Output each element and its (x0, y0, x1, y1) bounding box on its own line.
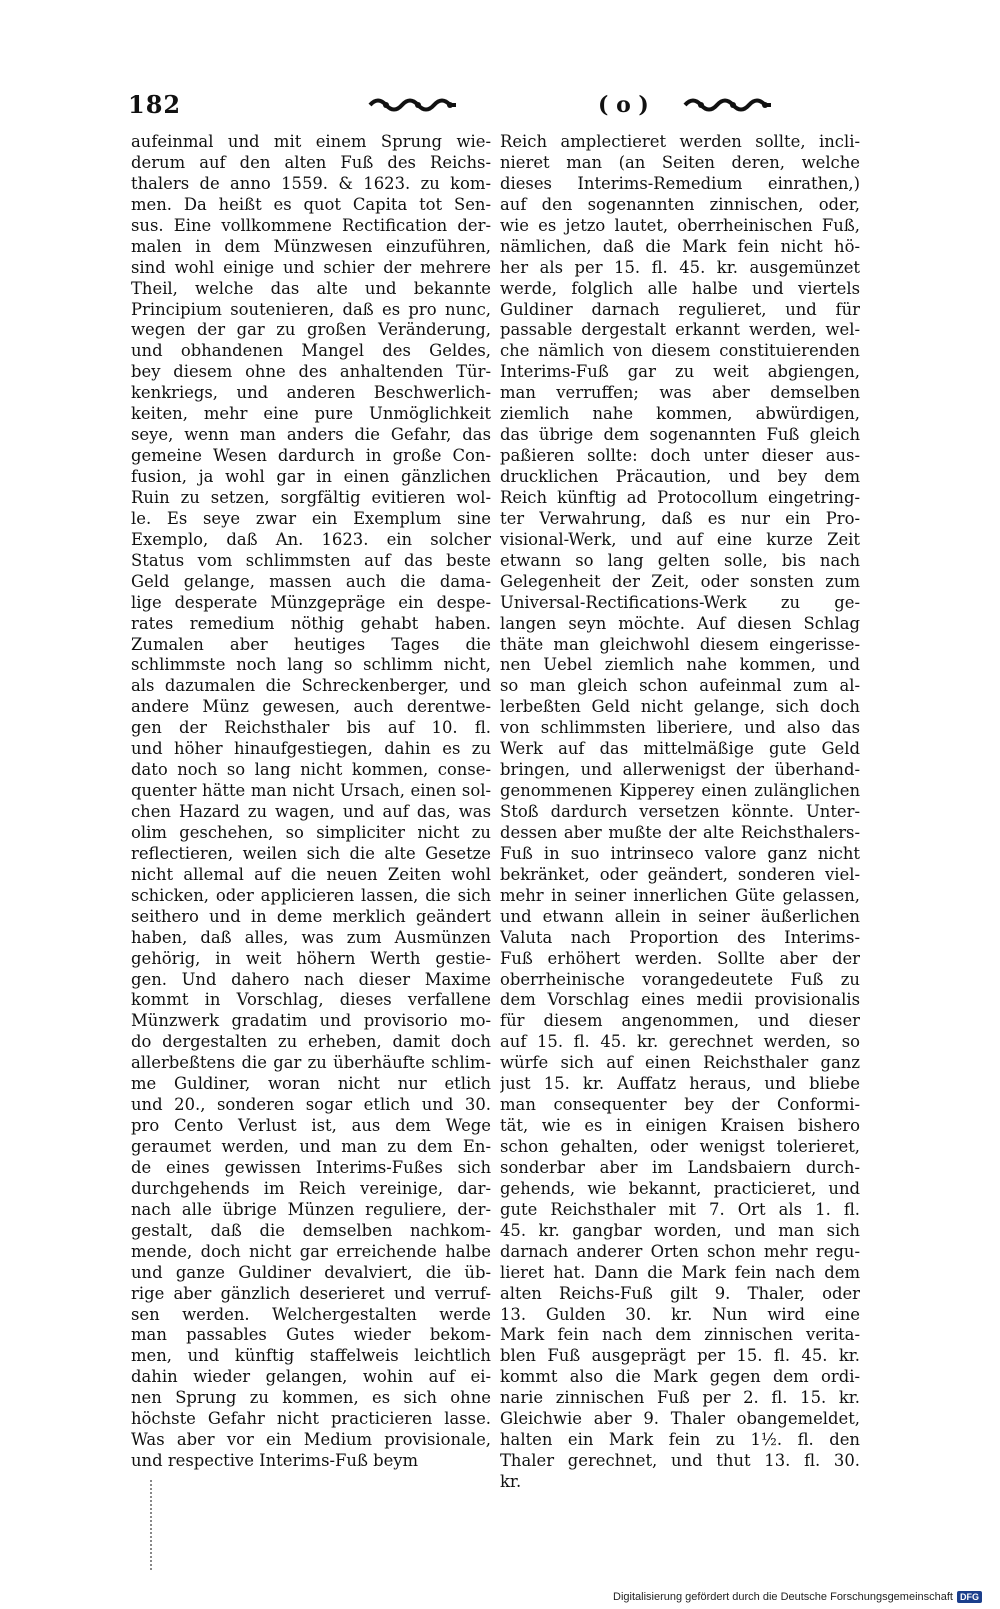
text-line: schlimmste noch lang so schlimm nicht, (131, 655, 491, 675)
text-line: Gelegenheit der Zeit, oder sonsten zum (500, 571, 860, 591)
dfg-logo: DFG (957, 1591, 982, 1603)
text-line: schon gehalten, oder wenigst tolerieret, (500, 1137, 860, 1156)
text-line: men. Da heißt es quot Capita tot Sen- (131, 194, 491, 214)
text-line: so man gleich schon aufeinmal zum al- (500, 676, 860, 696)
text-line: allerbeßtens die gar zu überhäufte schlim- (131, 1053, 491, 1073)
text-line: her als per 15. fl. 45. kr. ausgemünzet (500, 257, 860, 277)
text-line: werde, folglich alle halbe und viertels (500, 278, 860, 298)
text-line: Valuta nach Proportion des Interims- (500, 927, 860, 947)
text-line: sonderbar aber im Landsbaiern durch- (500, 1157, 860, 1177)
text-line: für diesem angenommen, und dieser (500, 1011, 860, 1031)
text-line: auf den sogenannten zinnischen, oder, (500, 194, 860, 214)
text-line: würfe sich auf einen Reichsthaler ganz (500, 1053, 860, 1073)
text-line: dato noch so lang nicht kommen, conse- (131, 760, 491, 780)
text-line: durchgehends im Reich vereinige, dar- (131, 1178, 491, 1198)
text-line: pro Cento Verlust ist, aus dem Wege (131, 1116, 491, 1136)
text-line: Geld gelange, massen auch die dama- (131, 571, 491, 591)
text-line: Fuß in suo intrinseco valore ganz nicht (500, 843, 860, 863)
text-line: und obhandenen Mangel des Geldes, (131, 341, 491, 361)
text-line: passable dergestalt erkannt werden, wel- (500, 320, 860, 340)
text-line: etwann so lang gelten solle, bis nach (500, 550, 860, 570)
text-line: auf 15. fl. 45. kr. gerechnet werden, so (500, 1032, 860, 1052)
text-line: ziemlich nahe kommen, abwürdigen, (500, 404, 860, 424)
text-line: gen. Und dahero nach dieser Maxime (131, 969, 491, 989)
text-line: Ruin zu setzen, sorgfältig evitieren wol- (131, 487, 491, 507)
text-line: Principium soutenieren, daß es pro nunc, (131, 299, 491, 319)
text-line: blen Fuß ausgeprägt per 15. fl. 45. kr. (500, 1346, 860, 1366)
printer-ornament-icon (368, 94, 458, 116)
text-line: haben, daß alles, was zum Ausmünzen (131, 927, 491, 947)
text-line: nämlichen, daß die Mark fein nicht hö- (500, 236, 860, 256)
text-line: und 20., sonderen sogar etlich und 30. (131, 1095, 491, 1115)
text-line: Interims-Fuß gar zu weit abgiengen, (500, 362, 860, 382)
text-line: tät, wie es in einigen Kraisen bishero (500, 1116, 860, 1136)
text-line: Fuß erhöhert werden. Sollte aber der (500, 948, 860, 968)
page-header (128, 90, 878, 124)
text-line: nicht allemal auf die neuen Zeiten wohl (131, 864, 491, 884)
text-column-left (131, 132, 491, 1472)
text-line: Was aber vor ein Medium provisionale, (131, 1430, 491, 1450)
text-line: das übrige dem sogenannten Fuß gleich (500, 425, 860, 445)
text-line: derum auf den alten Fuß des Reichs- (131, 152, 491, 172)
text-line: man consequenter bey der Conformi- (500, 1095, 860, 1115)
text-line: sus. Eine vollkommene Rectification der- (131, 215, 491, 235)
text-line: von schlimmsten liberiere, und also das (500, 718, 860, 738)
text-line: Gleichwie aber 9. Thaler obangemeldet, (500, 1409, 860, 1429)
text-line: chen Hazard zu wagen, und auf das, was (131, 802, 491, 821)
text-line: drucklichen Präcaution, und bey dem (500, 467, 860, 486)
text-line: fusion, ja wohl gar in einen gänzlichen (131, 467, 491, 486)
text-line: paßieren sollte: doch unter dieser aus- (500, 446, 860, 466)
text-line: und höher hinaufgestiegen, dahin es zu (131, 739, 491, 759)
text-line: man verruffen; was aber demselben (500, 383, 860, 403)
text-line: nach alle übrige Münzen reguliere, der- (131, 1199, 491, 1219)
text-line: 13. Gulden 30. kr. Nun wird eine (500, 1304, 860, 1324)
text-line: olim geschehen, so simpliciter nicht zu (131, 822, 491, 842)
text-line: dahin wieder gelangen, wohin auf ei- (131, 1367, 491, 1387)
text-line: genommenen Kipperey einen zulänglichen (500, 781, 860, 801)
text-line: Guldiner darnach regulieret, und für (500, 299, 860, 319)
text-line: gehörig, in weit höhern Werth gestie- (131, 948, 491, 968)
text-line: als dazumalen die Schreckenberger, und (131, 676, 491, 696)
text-line: man passables Gutes wieder bekom- (131, 1325, 491, 1345)
text-line: thalers de anno 1559. & 1623. zu kom- (131, 173, 491, 193)
text-line: dessen aber mußte der alte Reichsthalers- (500, 822, 860, 842)
text-line: che nämlich von diesem constituierenden (500, 341, 860, 361)
text-line: alten Reichs-Fuß gilt 9. Thaler, oder (500, 1283, 860, 1303)
text-line: Mark fein nach dem zinnischen verita- (500, 1325, 860, 1345)
text-line: gute Reichsthaler mit 7. Ort als 1. fl. (500, 1199, 860, 1219)
text-line: lerbeßten Geld nicht gelange, sich doch (500, 697, 860, 717)
text-line: me Guldiner, woran nicht nur etlich (131, 1074, 491, 1094)
text-line: dem Vorschlag eines medii provisionalis (500, 990, 860, 1010)
text-line: keiten, mehr eine pure Unmöglichkeit (131, 404, 491, 424)
text-line: bekränket, oder geändert, sonderen viel- (500, 864, 860, 884)
text-line: gen der Reichsthaler bis auf 10. fl. (131, 718, 491, 738)
text-line: de eines gewissen Interims-Fußes sich (131, 1157, 491, 1177)
text-line: men, und künftig staffelweis leichtlich (131, 1346, 491, 1366)
text-line: Werk auf das mittelmäßige gute Geld (500, 739, 860, 759)
text-line: rates remedium nöthig gehabt haben. (131, 613, 491, 633)
printer-ornament-icon (683, 94, 773, 116)
text-line: Zumalen aber heutiges Tages die (131, 634, 491, 654)
text-line: do dergestalten zu erheben, damit doch (131, 1032, 491, 1052)
text-line: nen Sprung zu kommen, es sich ohne (131, 1388, 491, 1408)
text-line: mehr in seiner innerlichen Güte gelassen, (500, 885, 860, 905)
text-line: gestalt, daß die demselben nachkom- (131, 1220, 491, 1240)
text-line: dieses Interims-Remedium einrathen,) (500, 173, 860, 193)
text-line: Reich amplectieret werden sollte, incli- (500, 132, 860, 151)
text-line: nieret man (an Seiten deren, welche (500, 152, 860, 172)
text-line: oberrheinische vorangedeutete Fuß zu (500, 969, 860, 989)
text-line: reflectieren, weilen sich die alte Gesetze (131, 843, 491, 863)
text-line: sen werden. Welchergestalten werde (131, 1304, 491, 1324)
text-line: halten ein Mark fein zu 1½. fl. den (500, 1430, 860, 1450)
text-line: darnach anderer Orten schon mehr regu- (500, 1241, 860, 1261)
text-line: geraumet werden, und man zu dem En- (131, 1137, 491, 1156)
text-line: Exemplo, daß An. 1623. ein solcher (131, 529, 491, 549)
text-line: schicken, oder applicieren lassen, die sich (131, 885, 491, 905)
text-line: höchste Gefahr nicht practicieren lasse. (131, 1409, 491, 1429)
text-line: malen in dem Münzwesen einzuführen, (131, 236, 491, 256)
text-line: gemeine Wesen dardurch in große Con- (131, 446, 491, 466)
text-line: bringen, und allerwenigst der überhand- (500, 760, 860, 780)
text-line: quenter hätte man nicht Ursach, einen sol- (131, 781, 491, 801)
text-line: visional-Werk, und auf eine kurze Zeit (500, 529, 860, 549)
text-line: nen Uebel ziemlich nahe kommen, und (500, 655, 860, 675)
text-line: lige desperate Münzgepräge ein despe- (131, 592, 491, 612)
text-line: Status vom schlimmsten auf das beste (131, 550, 491, 570)
text-line: Stoß dardurch versetzen könnte. Unter- (500, 802, 860, 821)
text-line: seithero und in deme merklich geändert (131, 906, 491, 926)
text-line: Münzwerk gradatim und provisorio mo- (131, 1011, 491, 1031)
text-line: Reich künftig ad Protocollum eingetring- (500, 487, 860, 507)
signature-mark: ( o ) (598, 92, 649, 118)
text-line: rige aber gänzlich deserieret und verruf- (131, 1283, 491, 1303)
text-line: bey diesem ohne des anhaltenden Tür- (131, 362, 491, 382)
text-line: Thaler gerechnet, und thut 13. fl. 30. (500, 1451, 860, 1471)
text-line: narie zinnischen Fuß per 2. fl. 15. kr. (500, 1388, 860, 1408)
text-line: 45. kr. gangbar worden, und man sich (500, 1220, 860, 1240)
credit-text: Digitalisierung gefördert durch die Deutsche Forschungsgemeinschaft (613, 1591, 953, 1603)
text-line: thäte man gleichwohl diesem eingerisse- (500, 634, 860, 654)
text-line: gehends, wie bekannt, practicieret, und (500, 1178, 860, 1198)
text-line: kommt in Vorschlag, dieses verfallene (131, 990, 491, 1010)
text-line: kenkriegs, und anderen Beschwerlich- (131, 383, 491, 403)
text-line: Universal-Rectifications-Werk zu ge- (500, 592, 860, 612)
text-line: wegen der gar zu großen Veränderung, (131, 320, 491, 340)
text-line: sind wohl einige und schier der mehrere (131, 257, 491, 277)
text-line: kommt also die Mark gegen dem ordi- (500, 1367, 860, 1387)
digitization-credit (613, 1591, 982, 1603)
text-line: le. Es seye zwar ein Exemplum sine (131, 508, 491, 528)
text-line: aufeinmal und mit einem Sprung wie- (131, 132, 491, 151)
text-line: kr. (500, 1472, 522, 1491)
text-line: seye, wenn man anders die Gefahr, das (131, 425, 491, 445)
text-line: und etwann allein in seiner äußerlichen (500, 906, 860, 926)
text-line: langen seyn möchte. Auf diesen Schlag (500, 613, 860, 633)
text-line: just 15. kr. Auffatz heraus, und bliebe (500, 1074, 860, 1094)
text-column-right (500, 132, 860, 1493)
text-line: und respective Interims-Fuß beym (131, 1451, 419, 1471)
text-line: lieret hat. Dann die Mark fein nach dem (500, 1262, 860, 1282)
text-line: mende, doch nicht gar erreichende halbe (131, 1241, 491, 1261)
text-line: und ganze Guldiner devalviert, die üb- (131, 1262, 491, 1282)
text-line: ter Verwahrung, daß es nur ein Pro- (500, 508, 860, 528)
margin-rule (150, 1480, 154, 1570)
text-line: Theil, welche das alte und bekannte (131, 278, 491, 298)
text-line: wie es jetzo lautet, oberrheinischen Fuß, (500, 215, 860, 235)
page-number: 182 (128, 90, 182, 119)
text-line: andere Münz gewesen, auch derentwe- (131, 697, 491, 717)
